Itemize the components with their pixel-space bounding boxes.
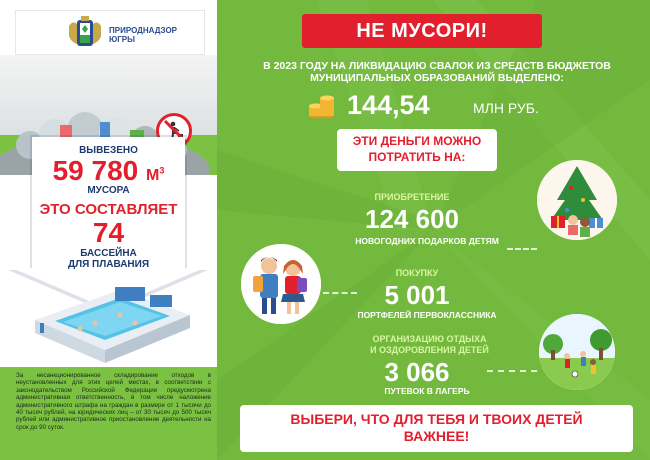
- volume-unit-superscript: 3: [159, 165, 165, 176]
- logo-line-1: ПРИРОДНАДЗОР: [109, 26, 177, 35]
- title-banner: [302, 14, 542, 48]
- exported-label: ВЫВЕЗЕНО: [79, 145, 138, 156]
- call-to-action-text: [240, 411, 633, 445]
- call-to-action-banner: [240, 405, 633, 452]
- page-title: НЕ МУСОРИ!: [356, 20, 488, 42]
- summer-camp-illustration: [539, 314, 615, 390]
- coat-of-arms-icon: [65, 16, 105, 50]
- coins-icon: [307, 92, 335, 120]
- equals-label: ЭТО СОСТАВЛЯЕТ: [39, 201, 178, 218]
- connector-gifts: [507, 248, 537, 250]
- camp-label: [362, 334, 497, 356]
- left-column: [0, 0, 217, 460]
- volume-unit: $М^3$: [146, 165, 165, 184]
- legal-notice: [0, 367, 217, 460]
- call-to-action-line-1: ВЫБЕРИ, ЧТО ДЛЯ ТЕБЯ И ТВОИХ ДЕТЕЙ: [290, 411, 583, 427]
- connector-camp: [487, 370, 537, 372]
- legal-text: За несанкционированное складирование отходов в неустановленных для этих целей местах, в соответствии с законодательством Российской Федерации предусмотрена административная ответственность, в том числе наложение административного штрафа на граждан в размере от 1 тысячи до 40 тысяч рублей, на юридических лиц – от 30 тысяч до 500 тысяч рублей или административное приостановление деятельности на срок до 90 суток.: [16, 372, 211, 431]
- swimming-pool-illustration: [25, 285, 195, 365]
- pools-label: [0, 248, 217, 270]
- volume-value: [0, 155, 217, 187]
- spend-text: [337, 133, 497, 165]
- logo-text: [109, 26, 177, 44]
- garbage-label: МУСОРА: [87, 185, 130, 196]
- schoolchildren-illustration: [241, 244, 321, 324]
- budget-unit: МЛН РУБ.: [473, 100, 539, 116]
- intro-line-1: В 2023 ГОДУ НА ЛИКВИДАЦИЮ СВАЛОК ИЗ СРЕДСТВ БЮДЖЕТОВ: [263, 60, 611, 72]
- pools-value: 74: [92, 217, 125, 248]
- logo: [15, 10, 205, 55]
- camp-label-line-1: ОРГАНИЗАЦИЮ ОТДЫХА: [372, 334, 487, 344]
- camp-label-line-2: И ОЗДОРОВЛЕНИЯ ДЕТЕЙ: [370, 345, 489, 355]
- logo-line-2: ЮГРЫ: [109, 35, 135, 44]
- backpacks-label: ПОКУПКУ: [395, 268, 439, 278]
- call-to-action-line-2: ВАЖНЕЕ!: [403, 428, 470, 444]
- budget-amount: 144,54: [347, 90, 430, 120]
- gifts-label: ПРИОБРЕТЕНИЕ: [374, 192, 450, 202]
- connector-backpacks: [323, 292, 357, 294]
- intro-text: [237, 60, 637, 84]
- gifts-description: НОВОГОДНИХ ПОДАРКОВ ДЕТЯМ: [355, 236, 499, 246]
- spend-banner: [337, 129, 497, 171]
- gifts-number: 124 600: [365, 204, 459, 234]
- camp-description: ПУТЕВОК В ЛАГЕРЬ: [384, 386, 470, 396]
- spend-line-1: ЭТИ ДЕНЬГИ МОЖНО: [352, 134, 482, 148]
- right-panel: [217, 0, 650, 460]
- intro-line-2: МУНИЦИПАЛЬНЫХ ОБРАЗОВАНИЙ ВЫДЕЛЕНО:: [310, 72, 564, 84]
- pools-label-line-1: БАССЕЙНА: [80, 248, 137, 259]
- volume-number: 59 780: [52, 155, 139, 186]
- backpacks-description: ПОРТФЕЛЕЙ ПЕРВОКЛАССНИКА: [357, 310, 497, 320]
- christmas-gifts-illustration: [537, 160, 617, 240]
- camp-number: 3 066: [384, 357, 450, 387]
- pools-label-line-2: ДЛЯ ПЛАВАНИЯ: [67, 259, 150, 270]
- spend-line-2: ПОТРАТИТЬ НА:: [368, 150, 466, 164]
- backpacks-number: 5 001: [384, 280, 450, 310]
